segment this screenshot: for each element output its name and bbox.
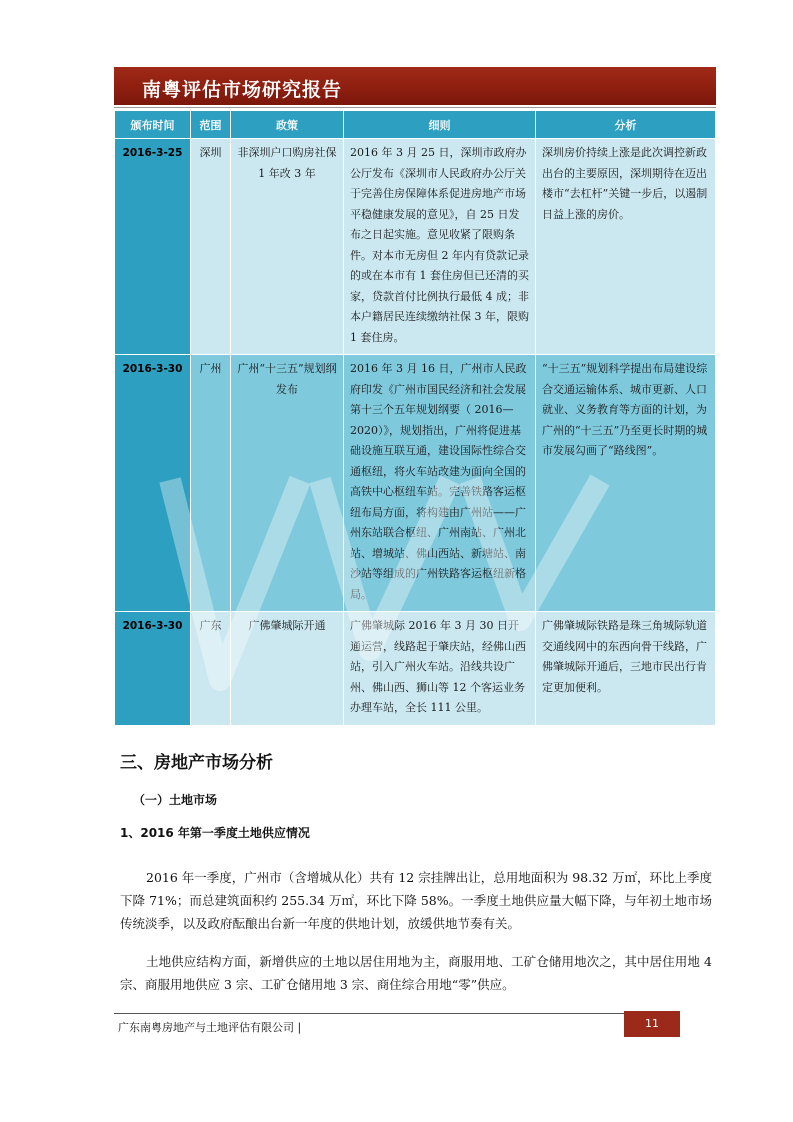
column-header-date: 颁布时间 xyxy=(115,111,191,139)
cell-scope: 深圳 xyxy=(191,139,231,355)
footer-company: 广东南粤房地产与土地评估有限公司 | xyxy=(118,1021,302,1034)
subsection-heading: （一）土地市场 xyxy=(133,793,218,807)
cell-analysis: “十三五”规划科学提出布局建设综合交通运输体系、城市更新、人口就业、义务教育等方面的计划，为广州的“十三五”乃至更长时期的城市发展勾画了“路线图”。 xyxy=(536,355,716,612)
cell-policy: 广佛肇城际开通 xyxy=(231,612,344,726)
cell-detail: 2016 年 3 月 16 日，广州市人民政府印发《广州市国民经济和社会发展第十三个五年规划纲要（ 2016—2020）》，规划指出，广州将促进基础设施互联互通，建设国际性综合交通枢纽，将火车站改建为面向全国的高铁中心枢纽车站。完善铁路客运枢纽布局方面，将构建由广州站——广州东站联合枢纽、广州南站、广州北站、增城站、佛山西站、新塘站、南沙站等组成的广州铁路客运枢纽新格局。 xyxy=(344,355,536,612)
page-number: 11 xyxy=(624,1011,680,1037)
policy-table xyxy=(114,110,716,726)
subsubsection-heading: 1、2016 年第一季度土地供应情况 xyxy=(120,826,310,840)
cell-scope: 广东 xyxy=(191,612,231,726)
table-row xyxy=(115,612,716,726)
cell-analysis: 深圳房价持续上涨是此次调控新政出台的主要原因，深圳期待在迈出楼市“去杠杆”关键一步后，以遏制日益上涨的房价。 xyxy=(536,139,716,355)
cell-date: 2016-3-30 xyxy=(115,355,191,612)
column-header-analysis: 分析 xyxy=(536,111,716,139)
report-title: 南粤评估市场研究报告 xyxy=(142,79,343,101)
table-row xyxy=(115,355,716,612)
table-row xyxy=(115,139,716,355)
section-heading: 三、房地产市场分析 xyxy=(120,753,273,773)
paragraph: 2016 年一季度，广州市（含增城从化）共有 12 宗挂牌出让，总用地面积为 98.32 万㎡，环比上季度下降 71%；而总建筑面积约 255.34 万㎡，环比下降 58%。一季度土地供应量大幅下降，与年初土地市场传统淡季，以及政府酝酿出台新一年度的供地计划，放缓供地节奏有关。 xyxy=(120,870,712,931)
cell-policy: 广州“十三五”规划纲发布 xyxy=(231,355,344,612)
cell-date: 2016-3-25 xyxy=(115,139,191,355)
table-header-row xyxy=(115,111,716,139)
report-banner xyxy=(114,67,716,105)
column-header-policy: 政策 xyxy=(231,111,344,139)
column-header-detail: 细则 xyxy=(344,111,536,139)
cell-analysis: 广佛肇城际铁路是珠三角城际轨道交通线网中的东西向骨干线路，广佛肇城际开通后，三地市民出行肯定更加便利。 xyxy=(536,612,716,726)
cell-detail: 广佛肇城际 2016 年 3 月 30 日开通运营，线路起于肇庆站，经佛山西站，引入广州火车站。沿线共设广州、佛山西、狮山等 12 个客运业务办理车站，全长 111 公里。 xyxy=(344,612,536,726)
cell-policy: 非深圳户口购房社保 1 年改 3 年 xyxy=(231,139,344,355)
cell-detail: 2016 年 3 月 25 日，深圳市政府办公厅发布《深圳市人民政府办公厅关于完善住房保障体系促进房地产市场平稳健康发展的意见》，自 25 日发布之日起实施。意见收紧了限购条件。对本市无房但 2 年内有贷款记录的或在本市有 1 套住房但已还清的买家，贷款首付比例执行最低 4 成；非本户籍居民连续缴纳社保 3 年，限购 1 套住房。 xyxy=(344,139,536,355)
paragraph: 土地供应结构方面，新增供应的土地以居住用地为主，商服用地、工矿仓储用地次之，其中居住用地 4 宗、商服用地供应 3 宗、工矿仓储用地 3 宗、商住综合用地“零”供应。 xyxy=(120,954,712,992)
cell-scope: 广州 xyxy=(191,355,231,612)
banner-divider xyxy=(114,107,716,108)
footer-divider xyxy=(114,1013,680,1014)
cell-date: 2016-3-30 xyxy=(115,612,191,726)
column-header-scope: 范围 xyxy=(191,111,231,139)
